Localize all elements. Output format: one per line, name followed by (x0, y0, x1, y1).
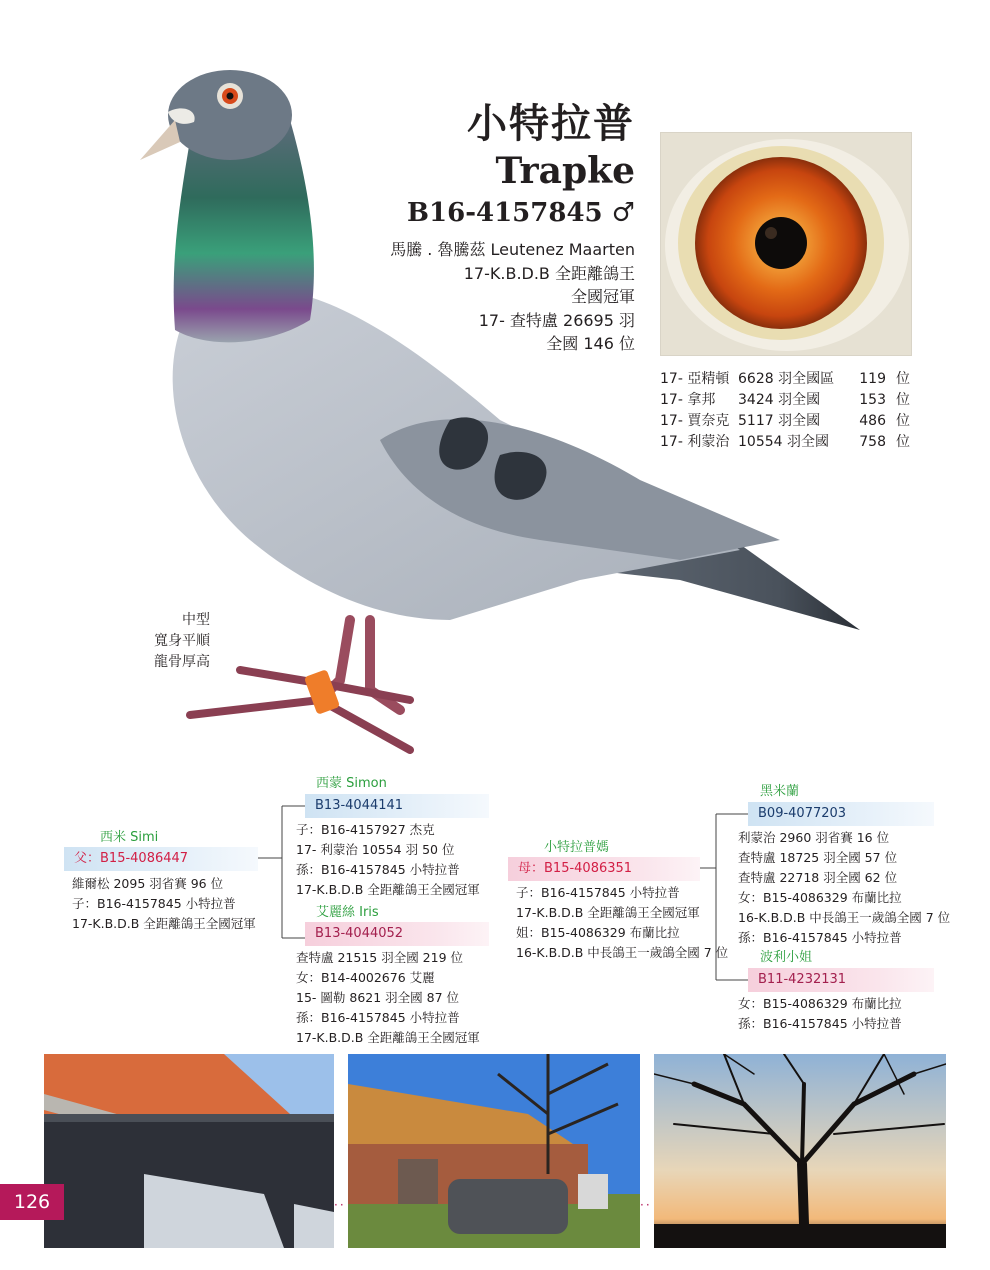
note-line: 子：B16-4157927 杰克 (296, 822, 435, 837)
tree-illustration (654, 1054, 946, 1248)
note-line: 查特盧 22718 羽全國 62 位 (738, 870, 898, 885)
note-line: 女：B14-4002676 艾麗 (296, 970, 435, 985)
note-line: 子：B16-4157845 小特拉普 (516, 885, 680, 900)
dam-dam-band: B11-4232131 (748, 968, 934, 992)
result-birds: 5117 羽全國 (738, 413, 821, 429)
result-race: 17- 亞精頓 (660, 371, 730, 387)
sire-name: 西米 Simi (100, 830, 159, 845)
sire-sire-band: B13-4044141 (305, 794, 489, 818)
result-unit: 位 (896, 392, 910, 408)
dam-sire-band: B09-4077203 (748, 802, 934, 826)
pigeon-name-chinese: 小特拉普 (467, 101, 635, 147)
sire-band (64, 847, 258, 871)
note-line: 孫：B16-4157845 小特拉普 (296, 862, 460, 877)
sire-sire-name: 西蒙 Simon (316, 776, 387, 791)
loft-illustration (44, 1054, 334, 1248)
house-illustration (348, 1054, 640, 1248)
note-line: 利蒙治 2960 羽省賽 16 位 (738, 830, 890, 845)
note-line: 17-K.B.D.B 全距離鴿王全國冠軍 (296, 882, 480, 897)
loft-photo (44, 1054, 334, 1248)
sire-band-text: 父：B15-4086447 (74, 851, 189, 866)
sire-dam-notes (296, 948, 480, 1048)
info-line: 17-K.B.D.B 全距離鴿王 (463, 263, 635, 283)
sire-dam-name: 艾麗絲 Iris (316, 905, 379, 920)
note-line: 孫：B16-4157845 小特拉普 (738, 930, 902, 945)
sire-dam-band: B13-4044052 (305, 922, 489, 946)
result-unit: 位 (896, 371, 910, 387)
dam-sire-notes (738, 828, 950, 948)
note-line: 子：B16-4157845 小特拉普 (72, 896, 236, 911)
result-place: 758 (859, 434, 886, 450)
sire-sire-notes (296, 820, 480, 900)
desc-line: 寬身平順 (154, 633, 210, 649)
note-line: 孫：B16-4157845 小特拉普 (296, 1010, 460, 1025)
dam-band-text: 母：B15-4086351 (518, 861, 633, 876)
note-line: 16-K.B.D.B 中長鴿王一歲鴿全國 7 位 (738, 910, 951, 925)
result-birds: 10554 羽全國 (738, 434, 829, 450)
dam-sire-name: 黑米蘭 (760, 784, 800, 799)
note-line: 17-K.B.D.B 全距離鴿王全國冠軍 (516, 905, 700, 920)
result-place: 119 (859, 371, 886, 387)
sire-notes (72, 874, 256, 934)
result-race: 17- 利蒙治 (660, 434, 730, 450)
info-line: 17- 查特盧 26695 羽 (478, 310, 635, 330)
result-birds: 3424 羽全國 (738, 392, 821, 408)
result-unit: 位 (896, 434, 910, 450)
note-line: 17-K.B.D.B 全距離鴿王全國冠軍 (296, 1030, 480, 1045)
dam-band (508, 857, 700, 881)
note-line: 查特盧 21515 羽全國 219 位 (296, 950, 464, 965)
result-unit: 位 (896, 413, 910, 429)
dam-dam-name: 波利小姐 (760, 950, 813, 965)
note-line: 查特盧 18725 羽全國 57 位 (738, 850, 898, 865)
note-line: 維爾松 2095 羽省賽 96 位 (72, 876, 224, 891)
house-photo (348, 1054, 640, 1248)
page-number: 126 (0, 1184, 64, 1220)
result-birds: 6628 羽全國區 (738, 371, 835, 387)
ring-number: B16-4157845 ♂ (407, 198, 635, 228)
info-line: 馬騰 . 魯騰茲 Leutenez Maarten (390, 240, 635, 259)
result-race: 17- 賈奈克 (660, 413, 730, 429)
info-line: 全國冠軍 (570, 287, 635, 306)
pigeon-name-english: Trapke (495, 150, 635, 192)
dam-name: 小特拉普媽 (544, 840, 610, 855)
photo-separator-dots: ·· (334, 1198, 346, 1212)
note-line: 16-K.B.D.B 中長鴿王一歲鴿全國 7 位 (516, 945, 729, 960)
dam-notes (516, 883, 728, 963)
note-line: 17- 利蒙治 10554 羽 50 位 (296, 842, 455, 857)
result-race: 17- 拿邦 (660, 392, 716, 408)
photo-separator-dots: ·· (640, 1198, 652, 1212)
desc-line: 中型 (182, 612, 210, 628)
note-line: 姐：B15-4086329 布蘭比拉 (516, 925, 680, 940)
note-line: 孫：B16-4157845 小特拉普 (738, 1016, 902, 1031)
tree-photo (654, 1054, 946, 1248)
result-place: 153 (859, 392, 886, 408)
info-line: 全國 146 位 (546, 334, 635, 353)
note-line: 17-K.B.D.B 全距離鴿王全國冠軍 (72, 916, 256, 931)
note-line: 女：B15-4086329 布蘭比拉 (738, 890, 902, 905)
result-place: 486 (859, 413, 886, 429)
desc-line: 龍骨厚高 (154, 654, 210, 670)
dam-dam-notes (738, 994, 902, 1034)
note-line: 15- 圖勒 8621 羽全國 87 位 (296, 990, 460, 1005)
note-line: 女：B15-4086329 布蘭比拉 (738, 996, 902, 1011)
